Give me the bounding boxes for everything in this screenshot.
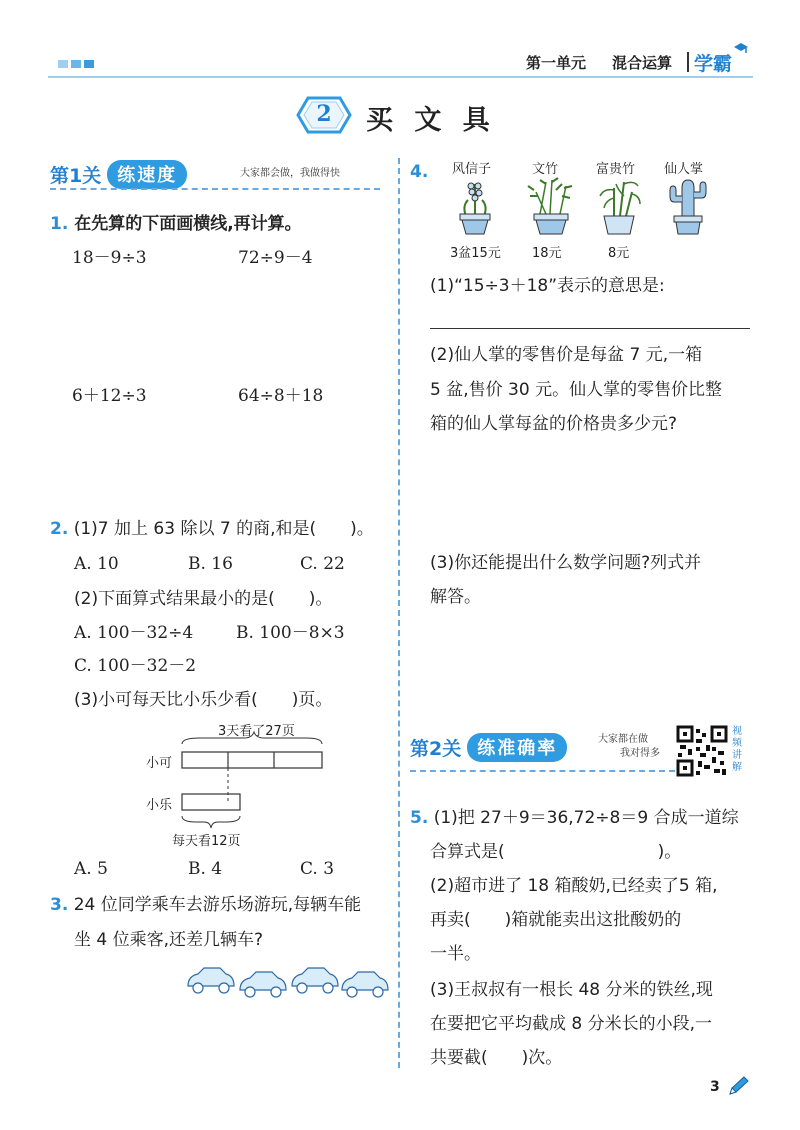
car-icon (342, 972, 388, 997)
cars-illustration (184, 962, 390, 998)
q5-part3-line2: 在要把它平均截成 8 分米长的小段,一 (430, 1014, 713, 1034)
bamboo-icon (526, 176, 576, 236)
plant-name-2: 文竹 (532, 162, 559, 177)
q4-number: 4. (410, 162, 429, 182)
q2-part1 (50, 517, 374, 541)
stage2-slogan-2: 我对得多 (620, 748, 660, 759)
q2-part3-text: (3)小可每天比小乐少看( )页。 (74, 690, 333, 710)
q3-line2: 坐 4 位乘客,还差几辆车? (74, 930, 264, 950)
stage1-pill: 练速度 (107, 160, 187, 189)
q2-p3-option-b[interactable]: B. 4 (188, 859, 223, 879)
car-icon (188, 968, 234, 993)
q5-number: 5. (410, 808, 429, 828)
brand-cap-icon (733, 42, 749, 54)
column-divider (398, 158, 400, 1068)
q5-part2-line1: (2)超市进了 18 箱酸奶,已经卖了5 箱, (430, 876, 718, 896)
q1-number: 1. (50, 214, 69, 234)
car-icon (292, 968, 338, 993)
stage1-label: 第1关 (50, 165, 102, 187)
diagram-top-label: 3天看了27页 (218, 724, 295, 739)
stage2-slogan-1: 大家都在做 (598, 734, 648, 745)
stage2-pill: 练准确率 (467, 733, 567, 762)
bottom-brace (182, 816, 240, 828)
header-unit: 第一单元 (526, 54, 587, 72)
q5-part1-line1-text: (1)把 27＋9＝36,72÷8＝9 合成一道综 (433, 808, 739, 828)
lucky-bamboo-icon (594, 176, 644, 236)
q1-expr-4: 64÷8＋18 (238, 386, 324, 406)
q4-answer-line[interactable] (430, 328, 750, 329)
q5-part2-line2: 再卖( )箱就能卖出这批酸奶的 (430, 910, 682, 930)
q2-p2-option-c[interactable]: C. 100－32－2 (74, 656, 197, 676)
q1-text: 在先算的下面画横线,再计算。 (74, 214, 302, 234)
stage1-underline (50, 188, 380, 190)
q2-p1-option-b[interactable]: B. 16 (188, 554, 233, 574)
hyacinth-icon (452, 176, 498, 236)
plant-name-3: 富贵竹 (596, 162, 636, 177)
q4-part3-line2: 解答。 (430, 587, 481, 607)
q1-expr-1: 18－9÷3 (72, 248, 147, 268)
q5-part3-line1: (3)王叔叔有一根长 48 分米的铁丝,现 (430, 980, 713, 1000)
video-explain-label: 视频讲解 (732, 726, 742, 773)
plant-name-4: 仙人掌 (664, 162, 704, 177)
stage1-slogan: 大家都会做，我做得快 (240, 168, 340, 179)
stage2-underline (410, 770, 675, 772)
q4-part2-line1: (2)仙人掌的零售价是每盆 7 元,一箱 (430, 345, 703, 365)
page-number: 3 (710, 1079, 720, 1095)
diagram-bottom-label: 每天看12页 (172, 834, 241, 849)
header-decor (58, 60, 98, 68)
xiaole-bar (182, 794, 240, 810)
q1-expr-3: 6＋12÷3 (72, 386, 147, 406)
q2-p3-option-c[interactable]: C. 3 (300, 859, 335, 879)
q1-expr-2: 72÷9－4 (238, 248, 313, 268)
header-topic: 混合运算 (612, 54, 673, 72)
q5-part3-line3: 共要截( )次。 (430, 1048, 563, 1068)
q4-part3-line1: (3)你还能提出什么数学问题?列式并 (430, 553, 702, 573)
q4-part2-line2: 5 盆,售价 30 元。仙人掌的零售价比整 (430, 380, 723, 400)
q5-part1-line2: 合算式是( )。 (430, 842, 682, 862)
pencil-icon (728, 1076, 750, 1096)
xiaoke-bar (182, 752, 322, 768)
lesson-title: 买 文 具 (366, 105, 496, 136)
q4-part2-line3: 箱的仙人掌每盆的价格贵多少元? (430, 414, 678, 434)
plant-name-1: 风信子 (452, 162, 492, 177)
header-divider (687, 52, 689, 72)
q2-number: 2. (50, 519, 69, 539)
q2-p3-option-a[interactable]: A. 5 (74, 859, 108, 879)
q5-part1-line1 (410, 806, 739, 830)
q5-part2-line3: 一半。 (430, 944, 481, 964)
q3-line1 (50, 893, 361, 917)
q2-p2-option-a[interactable]: A. 100－32÷4 (74, 623, 194, 643)
cactus-icon (664, 176, 710, 236)
q2-p1-option-c[interactable]: C. 22 (300, 554, 345, 574)
brand-logo: 学霸 (694, 53, 733, 75)
q4-part1: (1)“15÷3＋18”表示的意思是: (430, 276, 665, 296)
q3-line1-text: 24 位同学乘车去游乐场游玩,每辆车能 (73, 895, 362, 915)
qr-code-icon[interactable] (676, 725, 728, 777)
stage1-badge (50, 160, 187, 189)
header-line (48, 76, 753, 78)
top-brace (182, 732, 322, 744)
plant-price-3: 8元 (608, 246, 630, 261)
plant-price-1: 3盆15元 (450, 246, 501, 261)
plant-price-2: 18元 (532, 246, 562, 261)
car-icon (240, 972, 286, 997)
diagram-row1-label: 小可 (146, 756, 173, 771)
q2-part2-text: (2)下面算式结果最小的是( )。 (74, 589, 333, 609)
q3-number: 3. (50, 895, 69, 915)
q2-p1-option-a[interactable]: A. 10 (74, 554, 119, 574)
stage2-label: 第2关 (410, 738, 462, 760)
q2-p2-option-b[interactable]: B. 100－8×3 (236, 623, 345, 643)
stage2-badge (410, 733, 567, 762)
diagram-row2-label: 小乐 (146, 798, 173, 813)
lesson-number: 2 (316, 101, 332, 127)
q2-part1-text: (1)7 加上 63 除以 7 的商,和是( )。 (73, 519, 374, 539)
q1-prompt (50, 212, 302, 236)
